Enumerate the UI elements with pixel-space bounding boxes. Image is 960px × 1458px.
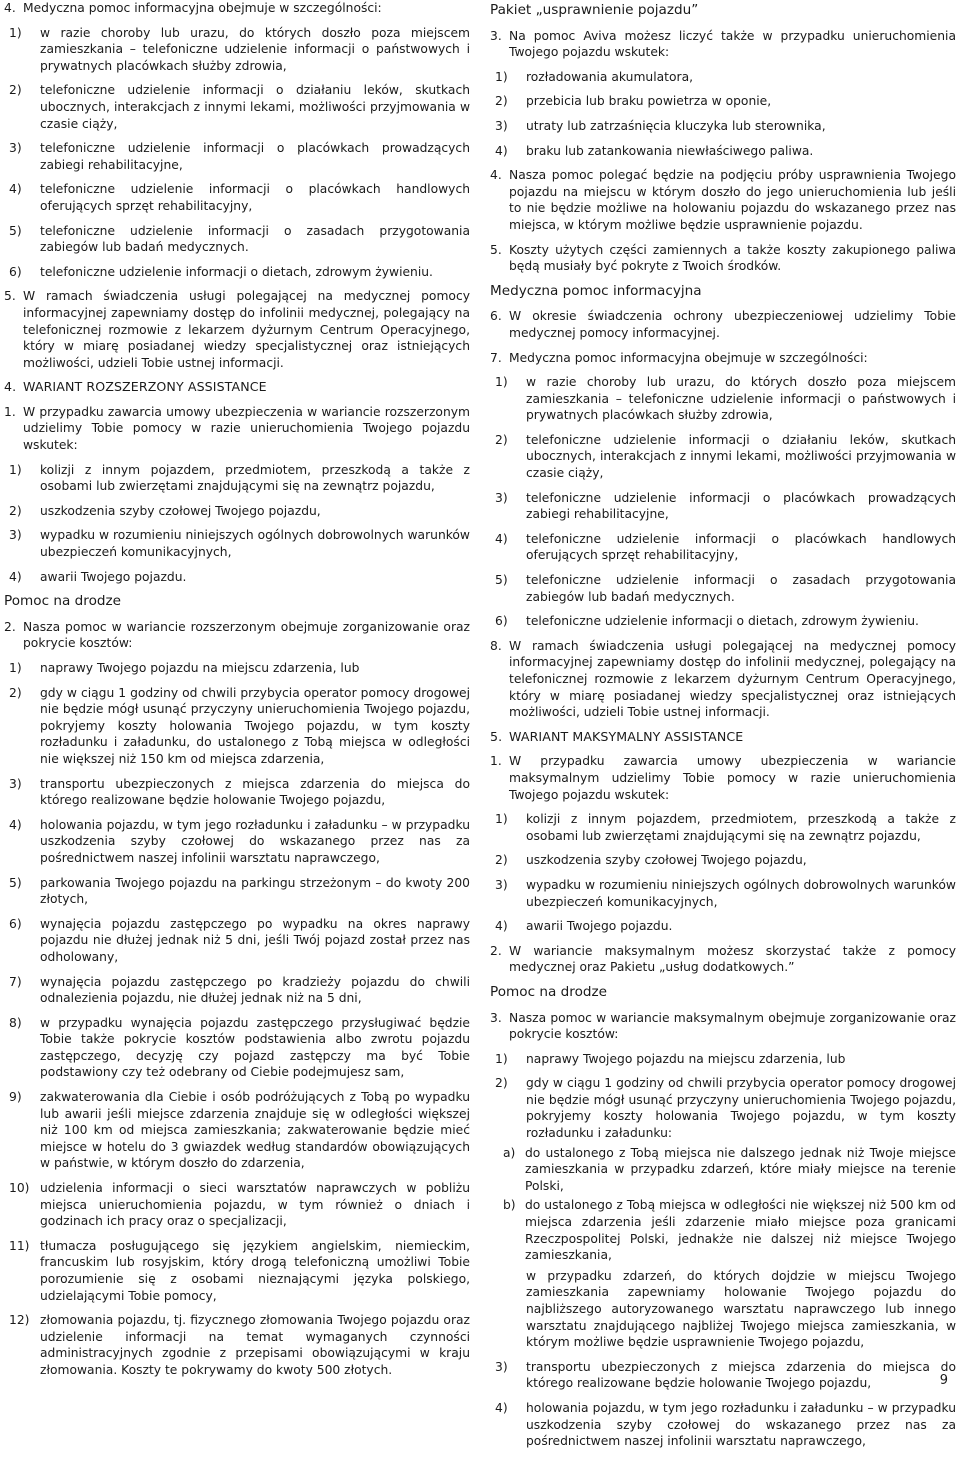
item-number: 1) xyxy=(9,25,22,40)
sublist-text: do ustalonego z Tobą miejsca w odległości nie większej niż 500 km od miejsca zdarzenia jeśli zdarzenie miało miejsce poza granicami Rzeczpospolitej Polski, jednakże nie dalszej niż miejsce Twojego zamieszkania, xyxy=(525,1198,956,1263)
item-number: 4) xyxy=(495,143,508,158)
sublist-letter: b) xyxy=(503,1198,516,1213)
item-text: przebicia lub braku powietrza w oponie, xyxy=(526,94,772,109)
paragraph-text: Nasza pomoc w wariancie rozszerzonym obejmuje zorganizowanie oraz pokrycie kosztów: xyxy=(23,619,470,651)
item-text: złomowania pojazdu, tj. fizycznego złomowania Twojego pojazdu oraz udzielenie informacji na temat wymaganych czynności administracyjnych zgodnie z przepisami obowiązującymi w kraju złomowania. Koszty te pokrywamy do kwoty 500 złotych. xyxy=(40,1313,470,1377)
list-item-continuation: w przypadku zdarzeń, do których dojdzie w miejscu Twojego zamieszkania zapewniamy holowanie Twojego pojazdu do najbliższego autoryzowanego warsztatu naprawczego lub innego warsztatu znajdującego najbliżej Twojego miejsca zamieszkania, w którym możliwe będzie usprawnienie Twojego pojazdu, xyxy=(526,1268,956,1350)
item-text: wynajęcia pojazdu zastępczego po wypadku na okres naprawy pojazdu nie dłużej jednak niż 5 dni, jeśli Twój pojazd został przez nas odholowany, xyxy=(40,916,470,964)
paragraph-number: 3. xyxy=(490,28,502,43)
item-text: w razie choroby lub urazu, do których doszło poza miejscem zamieszkania – telefoniczne udzielenie informacji o państwowych i prywatnych placówkach służby zdrowia, xyxy=(526,375,956,423)
list-item xyxy=(9,1015,470,1081)
list-item xyxy=(495,852,956,869)
extended-paragraph-2 xyxy=(4,619,470,652)
list-item xyxy=(495,531,956,564)
item-number: 4) xyxy=(495,1400,508,1415)
item-number: 1) xyxy=(9,462,22,477)
item-number: 4) xyxy=(9,817,22,832)
towing-distance-sublist xyxy=(490,1145,956,1264)
list-item xyxy=(9,462,470,495)
maximum-paragraph-3 xyxy=(490,1010,956,1043)
item-number: 6) xyxy=(9,916,22,931)
list-item xyxy=(9,25,470,75)
paragraph-6 xyxy=(490,308,956,341)
item-text: udzielenia informacji o sieci warsztatów naprawczych w pobliżu miejsca unieruchomienia pojazdu, w tym również o dniach i godzinach ich pracy oraz o specjalizacji, xyxy=(40,1181,470,1229)
item-number: 3) xyxy=(495,877,508,892)
item-number: 1) xyxy=(9,661,22,675)
item-number: 2) xyxy=(9,83,22,98)
paragraph-text: Nasza pomoc w wariancie maksymalnym obejmuje zorganizowanie oraz pokrycie kosztów: xyxy=(509,1010,956,1042)
list-item xyxy=(9,527,470,560)
paragraph-text: W ramach świadczenia usługi polegającej na medycznej pomocy informacyjnej zapewniamy dostęp do infolinii medycznej, polegający na telefonicznej rozmowie z lekarzem dyżurnym Centrum Operacyjnego, który w miarę posiadanej wiedzy specjalistycznej oraz istniejących możliwości, udzieli Tobie ustnej informacji. xyxy=(509,638,956,720)
item-text: telefoniczne udzielenie informacji o placówkach prowadzących zabiegi rehabilitacyjne, xyxy=(40,141,470,172)
list-item xyxy=(9,1238,470,1304)
section-title: WARIANT MAKSYMALNY ASSISTANCE xyxy=(509,728,744,744)
item-text: w razie choroby lub urazu, do których doszło poza miejscem zamieszkania – telefoniczne udzielenie informacji o państwowych i prywatnych placówkach służby zdrowia, xyxy=(40,25,470,73)
item-text: naprawy Twojego pojazdu na miejscu zdarzenia, lub xyxy=(526,1051,846,1066)
item-text: telefoniczne udzielenie informacji o placówkach prowadzących zabiegi rehabilitacyjne, xyxy=(526,490,956,522)
item-number: 3) xyxy=(495,490,508,505)
item-number: 11) xyxy=(9,1238,30,1253)
item-number: 3) xyxy=(9,141,22,156)
list-item xyxy=(9,82,470,132)
item-number: 2) xyxy=(495,432,508,447)
list-item xyxy=(495,877,956,910)
item-number: 3) xyxy=(495,118,508,133)
section-number: 5. xyxy=(490,728,503,744)
item-number: 5) xyxy=(9,223,22,238)
paragraph-text: Medyczna pomoc informacyjna obejmuje w szczególności: xyxy=(509,350,868,365)
paragraph-number: 5. xyxy=(4,289,16,304)
item-number: 1) xyxy=(495,1051,508,1066)
list-item xyxy=(495,93,956,110)
item-text: awarii Twojego pojazdu. xyxy=(526,919,673,934)
list-item xyxy=(495,374,956,424)
item-number: 4) xyxy=(495,531,508,546)
list-item xyxy=(9,1180,470,1230)
right-column xyxy=(490,0,956,1458)
paragraph-number: 2. xyxy=(490,943,502,958)
list-item xyxy=(495,572,956,605)
item-number: 2) xyxy=(495,853,508,868)
page-number: 9 xyxy=(939,1373,948,1388)
paragraph-number: 1. xyxy=(490,754,502,769)
list-item xyxy=(9,181,470,214)
item-text: transportu ubezpieczonych z miejsca zdarzenia do miejsca do którego realizowane będzie holowanie Twojego pojazdu, xyxy=(526,1359,956,1391)
paragraph-number: 5. xyxy=(490,242,502,257)
item-number: 8) xyxy=(9,1015,22,1030)
paragraph-8 xyxy=(490,638,956,721)
list-item xyxy=(9,1089,470,1172)
section-heading-maximum xyxy=(490,729,956,746)
item-text: telefoniczne udzielenie informacji o placówkach handlowych oferujących sprzęt rehabilitacyjny, xyxy=(526,531,956,563)
list-item xyxy=(9,1312,470,1378)
paragraph-5 xyxy=(4,288,470,371)
extended-coverage-list xyxy=(4,660,470,1379)
paragraph-text: Nasza pomoc polegać będzie na podjęciu próby usprawnienia Twojego pojazdu na miejscu w którym doszło do jego unieruchomienia lub jeśli to nie będzie możliwe na holowaniu pojazdu do wskazanego przez nas miejsca, w którym możliwe będzie usprawnienie pojazdu. xyxy=(509,168,956,232)
list-item xyxy=(495,613,956,630)
list-item xyxy=(495,918,956,935)
item-number: 12) xyxy=(9,1313,30,1328)
list-item xyxy=(9,264,470,281)
list-item xyxy=(9,140,470,173)
paragraph-number: 2. xyxy=(4,619,16,634)
item-number: 10) xyxy=(9,1181,30,1196)
item-number: 3) xyxy=(495,1359,508,1374)
item-text: kolizji z innym pojazdem, przedmiotem, przeszkodą a także z osobami lub zwierzętami znajdującymi się na zewnątrz pojazdu, xyxy=(40,462,470,494)
item-number: 1) xyxy=(495,375,508,390)
list-item xyxy=(495,69,956,86)
item-text: kolizji z innym pojazdem, przedmiotem, przeszkodą a także z osobami lub zwierzętami znajdującymi się na zewnątrz pojazdu, xyxy=(526,812,956,843)
list-item xyxy=(495,143,956,160)
list-item xyxy=(495,1075,956,1141)
paragraph-text: W okresie świadczenia ochrony ubezpieczeniowej udzielimy Tobie medycznej pomocy informacyjnej. xyxy=(509,309,956,340)
left-column xyxy=(4,0,470,1387)
item-text: braku lub zatankowania niewłaściwego paliwa. xyxy=(526,143,814,158)
paragraph-number: 7. xyxy=(490,350,502,365)
item-text: tłumacza posługującego się językiem angielskim, niemieckim, francuskim lub rosyjskim, który drogą telefoniczną umożliwi Tobie porozumienie się z osobami nieznającymi języka polskiego, udzielającymi Tobie pomocy, xyxy=(40,1238,470,1303)
paragraph-text: W wariancie maksymalnym możesz skorzystać także z pomocy medycznej oraz Pakietu „usług dodatkowych.” xyxy=(509,943,956,975)
immobilization-causes-list xyxy=(490,811,956,935)
list-item xyxy=(495,811,956,844)
item-number: 3) xyxy=(9,776,22,791)
list-item xyxy=(9,660,470,677)
paragraph-number: 6. xyxy=(490,309,502,324)
section-title: WARIANT ROZSZERZONY ASSISTANCE xyxy=(23,379,267,395)
item-text: telefoniczne udzielenie informacji o dietach, zdrowym żywieniu. xyxy=(40,264,433,279)
item-number: 2) xyxy=(495,1076,508,1091)
item-text: naprawy Twojego pojazdu na miejscu zdarzenia, lub xyxy=(40,661,360,675)
item-number: 1) xyxy=(495,812,508,827)
item-number: 5) xyxy=(495,573,508,588)
item-text: telefoniczne udzielenie informacji o działaniu leków, skutkach ubocznych, interakcjach z innymi lekami, możliwości przyjmowania w czasie ciąży, xyxy=(526,432,956,481)
subheading-medical-info: Medyczna pomoc informacyjna xyxy=(490,282,702,299)
item-text: zakwaterowania dla Ciebie i osób podróżujących z Tobą po wypadku lub awarii jeśli miejsce zdarzenia znajduje się w odległości większej niż 100 km od miejsca zamieszkania; zakwaterowanie będzie mieć miejsce w hotelu do 3 gwiazdek według standardów obowiązujących w państwie, w którym doszło do zdarzenia, xyxy=(40,1090,470,1171)
item-number: 4) xyxy=(9,569,22,584)
list-item xyxy=(9,776,470,809)
list-item xyxy=(495,1359,956,1392)
repair-causes-list xyxy=(490,69,956,159)
item-text: telefoniczne udzielenie informacji o zasadach przygotowania zabiegów lub badań medycznych. xyxy=(40,223,470,255)
paragraph-7 xyxy=(490,350,956,367)
list-item xyxy=(495,432,956,482)
list-item xyxy=(9,503,470,520)
item-text: transportu ubezpieczonych z miejsca zdarzenia do miejsca do którego realizowane będzie holowanie Twojego pojazdu, xyxy=(40,776,470,808)
item-text: gdy w ciągu 1 godziny od chwili przybycia operator pomocy drogowej nie będzie mógł usunąć przyczyny unieruchomienia Twojego pojazdu, pokryjemy koszty holowania Twojego pojazdu, w tym koszty rozładunku i załadunku, do ustalonego z Tobą miejsca w odległości nie większej niż 150 km od miejsca zdarzenia, xyxy=(40,685,470,766)
list-item xyxy=(9,569,470,586)
item-text: wynajęcia pojazdu zastępczego po kradzieży pojazdu do chwili odnalezienia pojazdu, nie dłużej jednak niż na 5 dni, xyxy=(40,974,470,1006)
list-item xyxy=(9,916,470,966)
maximum-paragraph-1 xyxy=(490,753,956,803)
item-text: uszkodzenia szyby czołowej Twojego pojazdu, xyxy=(40,503,321,518)
item-number: 2) xyxy=(9,685,22,700)
item-text: utraty lub zatrzaśnięcia kluczyka lub sterownika, xyxy=(526,118,826,133)
paragraph-text: Medyczna pomoc informacyjna obejmuje w szczególności: xyxy=(23,1,382,15)
paragraph-text: W przypadku zawarcia umowy ubezpieczenia w wariancie rozszerzonym udzielimy Tobie pomocy w razie unieruchomienia Twojego pojazdu wskutek: xyxy=(23,404,470,453)
list-item xyxy=(495,490,956,523)
paragraph-text: W przypadku zawarcia umowy ubezpieczenia w wariancie maksymalnym udzielimy Tobie pomocy w razie unieruchomienia Twojego pojazdu wskutek: xyxy=(509,754,956,802)
list-item xyxy=(9,974,470,1007)
paragraph-number: 4. xyxy=(490,168,502,183)
section-number: 4. xyxy=(4,379,17,395)
item-number: 3) xyxy=(9,528,22,543)
maximum-paragraph-2 xyxy=(490,943,956,976)
list-item xyxy=(495,118,956,135)
paragraph-5 xyxy=(490,242,956,275)
item-number: 1) xyxy=(495,69,508,84)
immobilization-causes-list xyxy=(4,462,470,586)
list-item xyxy=(9,223,470,256)
item-number: 4) xyxy=(9,182,22,197)
item-text: uszkodzenia szyby czołowej Twojego pojazdu, xyxy=(526,853,807,868)
item-text: awarii Twojego pojazdu. xyxy=(40,569,187,584)
item-text: telefoniczne udzielenie informacji o działaniu leków, skutkach ubocznych, interakcjach z innymi lekami, możliwości przyjmowania w czasie ciąży, xyxy=(40,83,470,131)
paragraph-text: Koszty użytych części zamiennych a także koszty zakupionego paliwa będą musiały być pokryte z Twoich środków. xyxy=(509,242,956,274)
paragraph-text: Na pomoc Aviva możesz liczyć także w przypadku unieruchomienia Twojego pojazdu wskutek: xyxy=(509,28,956,60)
item-number: 7) xyxy=(9,974,22,989)
med-info-list xyxy=(490,374,956,630)
item-number: 5) xyxy=(9,875,22,890)
item-text: wypadku w rozumieniu niniejszych ogólnych dobrowolnych warunków ubezpieczeń komunikacyjnych, xyxy=(526,877,956,909)
item-number: 6) xyxy=(9,264,22,279)
paragraph-number: 8. xyxy=(490,638,502,653)
paragraph-text: W ramach świadczenia usługi polegającej na medycznej pomocy informacyjnej zapewniamy dostęp do infolinii medycznej, polegający na telefonicznej rozmowie z lekarzem dyżurnym Centrum Operacyjnego, który w miarę posiadanej wiedzy specjalistycznej oraz istniejących możliwości, udzieli Tobie ustnej informacji. xyxy=(23,289,470,370)
item-text: telefoniczne udzielenie informacji o zasadach przygotowania zabiegów lub badań medycznych. xyxy=(526,573,956,604)
subheading-vehicle-repair-package: Pakiet „usprawnienie pojazdu” xyxy=(490,2,699,18)
paragraph-number: 4. xyxy=(4,1,16,15)
item-text: holowania pojazdu, w tym jego rozładunku i załadunku – w przypadku uszkodzenia szyby czołowej do wskazanego przez nas za pośrednictwem naszej infolinii warsztatu naprawczego, xyxy=(526,1400,956,1449)
item-number: 2) xyxy=(495,94,508,109)
item-number: 2) xyxy=(9,503,22,518)
item-text: telefoniczne udzielenie informacji o placówkach handlowych oferujących sprzęt rehabilitacyjny, xyxy=(40,182,470,213)
list-item xyxy=(495,1051,956,1068)
item-text: rozładowania akumulatora, xyxy=(526,69,694,84)
list-item xyxy=(9,817,470,867)
sublist-item xyxy=(493,1197,956,1263)
paragraph-4 xyxy=(4,0,470,17)
item-text: telefoniczne udzielenie informacji o dietach, zdrowym żywieniu. xyxy=(526,614,919,629)
item-number: 6) xyxy=(495,614,508,629)
sublist-item xyxy=(493,1145,956,1195)
sublist-text: do ustalonego z Tobą miejsca nie dalszego jednak niż Twoje miejsce zamieszkania w przypadku zdarzeń, które miały miejsce na terenie Polski, xyxy=(525,1145,956,1193)
paragraph-number: 1. xyxy=(4,404,16,419)
paragraph-number: 3. xyxy=(490,1010,502,1025)
list-item xyxy=(9,875,470,908)
subheading-road-assistance: Pomoc na drodze xyxy=(490,983,608,1000)
item-text: w przypadku wynajęcia pojazdu zastępczego przysługiwać będzie Tobie także pokrycie kosztów podstawienia albo zwrotu pojazdu zastępczego, decyzję czy pojazd zastępczy ma być Tobie podstawiony czy też odebrany od Ciebie podejmujesz sam, xyxy=(40,1015,470,1080)
item-text: wypadku w rozumieniu niniejszych ogólnych dobrowolnych warunków ubezpieczeń komunikacyjnych, xyxy=(40,528,470,560)
item-text: gdy w ciągu 1 godziny od chwili przybycia operator pomocy drogowej nie będzie mógł usunąć przyczyny unieruchomienia Twojego pojazdu, pokryjemy koszty holowania Twojego pojazdu, w tym koszty rozładunku i załadunku: xyxy=(526,1076,956,1141)
list-item xyxy=(495,1400,956,1450)
section-heading-extended xyxy=(4,379,470,396)
paragraph-3 xyxy=(490,28,956,61)
med-info-list xyxy=(4,25,470,281)
subheading-road-assistance: Pomoc na drodze xyxy=(4,593,122,610)
item-text: parkowania Twojego pojazdu na parkingu strzeżonym – do kwoty 200 złotych, xyxy=(40,875,470,907)
list-item xyxy=(9,685,470,768)
item-text: holowania pojazdu, w tym jego rozładunku i załadunku – w przypadku uszkodzenia szyby czołowej do wskazanego przez nas za pośrednictwem naszej infolinii warsztatu naprawczego, xyxy=(40,817,470,865)
sublist-letter: a) xyxy=(503,1145,516,1160)
item-number: 9) xyxy=(9,1090,22,1105)
extended-paragraph-1 xyxy=(4,404,470,454)
paragraph-4 xyxy=(490,167,956,233)
item-number: 4) xyxy=(495,919,508,934)
